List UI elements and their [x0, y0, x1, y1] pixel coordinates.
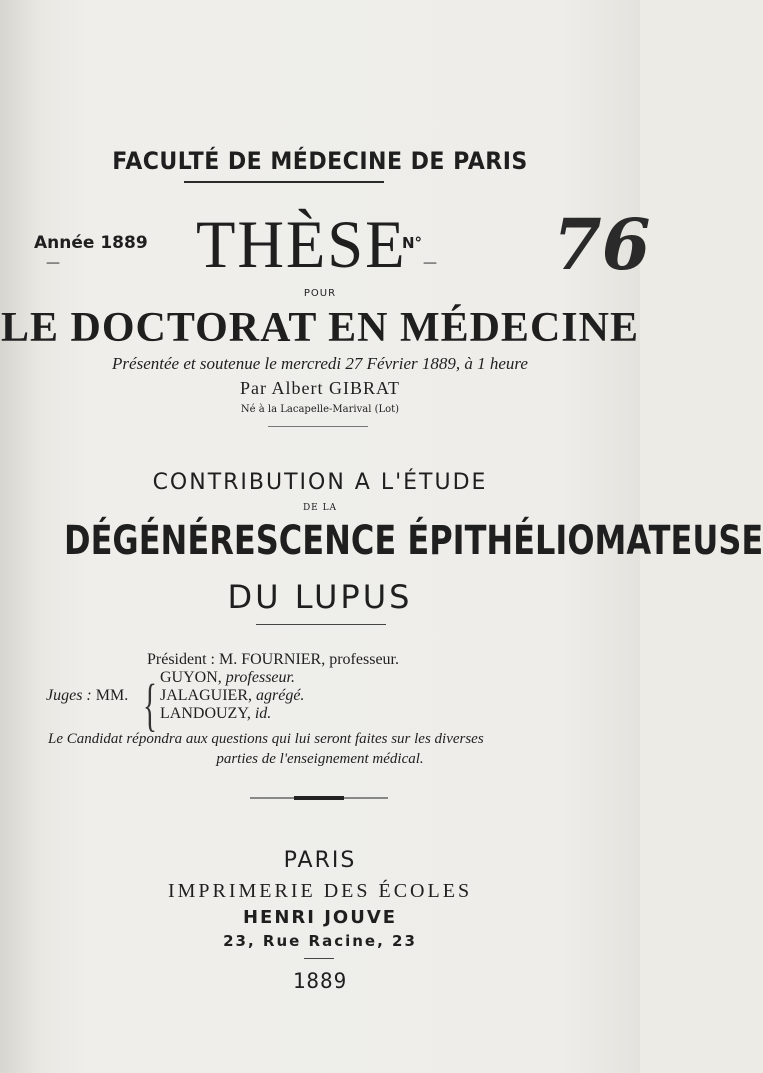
imprint-year: 1889 [292, 969, 348, 993]
jury-member [160, 669, 295, 687]
these-title: THÈSE [196, 206, 407, 282]
number-dash: — [423, 255, 437, 271]
subject-rule [256, 624, 386, 625]
imprint-city: PARIS [283, 848, 357, 873]
divider-rule [268, 426, 368, 427]
doctorat-heading: LE DOCTORAT EN MÉDECINE [1, 305, 639, 351]
jury-president: Président : M. FOURNIER, professeur. [147, 651, 399, 668]
year-label: Année 1889 [34, 233, 148, 253]
candidate-note-line1: Le Candidat répondra aux questions qui lui seront faites sur les diverses [48, 731, 484, 747]
number-label: N° [402, 234, 423, 252]
de-la-label: DE LA [302, 503, 338, 513]
imprint-rule [304, 958, 334, 959]
handwritten-number: 76 [553, 203, 651, 286]
top-rule [184, 181, 384, 183]
ornamental-rule [250, 796, 388, 800]
jury-brace: { [142, 672, 157, 737]
judges-label [46, 687, 128, 705]
jury-member-role: id. [254, 705, 272, 722]
judges-mm: MM. [95, 687, 129, 704]
pour-label: POUR [303, 288, 337, 299]
judges-word: Juges : [46, 687, 92, 704]
jury-member [160, 687, 304, 705]
jury-member-role: agrégé. [256, 687, 305, 704]
subject-title: DÉGÉNÉRESCENCE ÉPITHÉLIOMATEUSE [64, 518, 763, 564]
jury-member-role: professeur. [225, 669, 295, 686]
jury-member-name: LANDOUZY, [160, 705, 251, 722]
jury-member-name: GUYON, [160, 669, 222, 686]
imprint-address: 23, Rue Racine, 23 [223, 932, 417, 950]
author-line: Par Albert GIBRAT [240, 378, 400, 398]
contribution-heading: CONTRIBUTION A L'ÉTUDE [152, 470, 488, 495]
faculty-heading: FACULTÉ DE MÉDECINE DE PARIS [112, 147, 528, 175]
imprint-printer: IMPRIMERIE DES ÉCOLES [167, 880, 473, 902]
year-dash: — [46, 255, 60, 271]
candidate-note-line2: parties de l'enseignement médical. [216, 751, 424, 767]
jury-member [160, 705, 271, 723]
birthplace-line: Né à la Lacapelle-Marival (Lot) [240, 404, 400, 415]
imprint-publisher: HENRI JOUVE [242, 907, 398, 928]
subject-subtitle: DU LUPUS [227, 578, 413, 616]
presentation-line: Présentée et soutenue le mercredi 27 Février 1889, à 1 heure [112, 354, 528, 373]
jury-member-name: JALAGUIER, [160, 687, 252, 704]
